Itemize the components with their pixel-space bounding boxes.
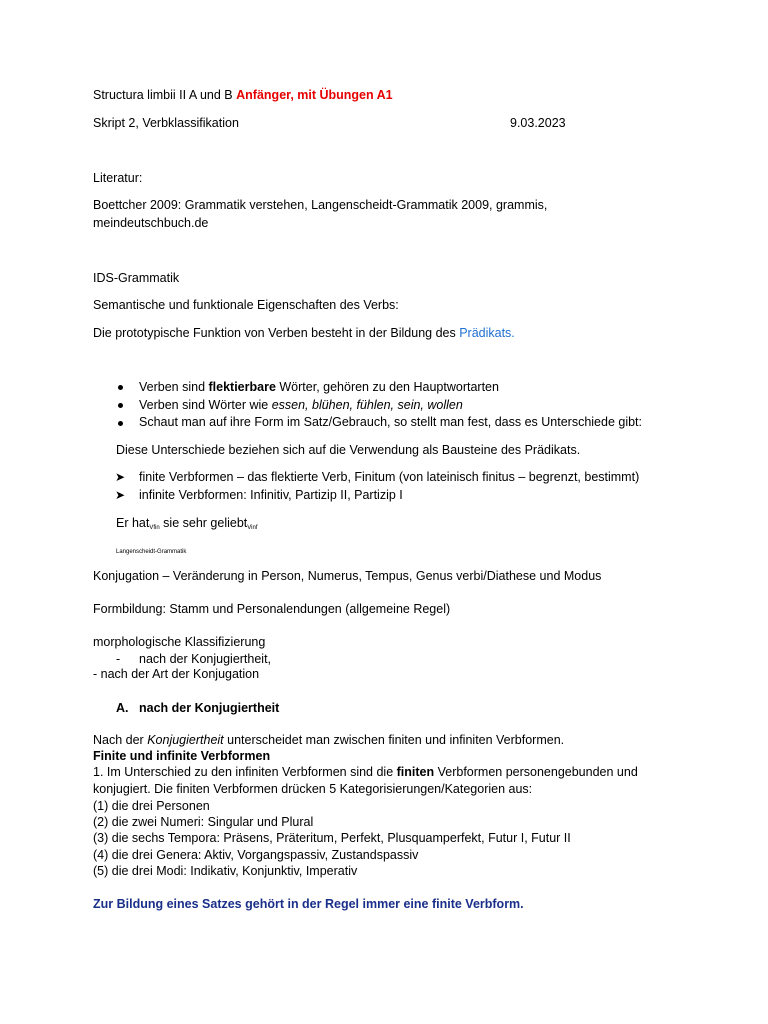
bullet-item-1 — [139, 379, 499, 396]
example-sub-vinf: Vinf — [247, 525, 258, 531]
bullet-dot-1 — [118, 385, 123, 390]
example-sentence — [116, 515, 258, 537]
prototypical-text: Die prototypische Funktion von Verben besteht in der Bildung des — [93, 326, 460, 340]
course-level: Anfänger, mit Übungen A1 — [236, 88, 393, 102]
morph-heading: morphologische Klassifizierung — [93, 635, 266, 649]
finite-intro — [93, 732, 564, 749]
finite-intro-prefix: Nach der — [93, 733, 148, 747]
praedikat-link[interactable]: Prädikats. — [459, 326, 515, 340]
category-item-2: (2) die zwei Numeri: Singular und Plural — [93, 815, 314, 829]
finite-conclusion: Zur Bildung eines Satzes gehört in der Regel immer eine finite Verbform. — [93, 897, 524, 911]
bullet-2-italic: essen, blühen, fühlen, sein, wollen — [271, 398, 463, 412]
finite-paragraph-line-1 — [93, 764, 638, 781]
literature-heading: Literatur: — [93, 171, 143, 185]
example-part-2: sie sehr geliebt — [159, 516, 248, 530]
morph-item-1: nach der Konjugiertheit, — [139, 652, 272, 666]
example-source: Langenscheidt-Grammatik — [116, 549, 187, 555]
morph-dash: - — [116, 652, 121, 666]
bullet-dot-3 — [118, 421, 123, 426]
finite-intro-suffix: unterscheidet man zwischen finiten und infiniten Verbformen. — [223, 733, 565, 747]
script-date: 9.03.2023 — [510, 116, 566, 130]
category-item-5: (5) die drei Modi: Indikativ, Konjunktiv, Imperativ — [93, 864, 358, 878]
literature-line-2: meindeutschbuch.de — [93, 216, 209, 230]
finite-paragraph-line-2: konjugiert. Die finiten Verbformen drücken 5 Kategorisierungen/Kategorien aus: — [93, 782, 533, 796]
section-a-title: nach der Konjugiertheit — [139, 701, 280, 715]
bullet-1-bold: flektierbare — [208, 380, 276, 394]
bullet-2-prefix: Verben sind Wörter wie — [139, 398, 272, 412]
bullet-1-prefix: Verben sind — [139, 380, 209, 394]
category-item-1: (1) die drei Personen — [93, 799, 210, 813]
category-item-3: (3) die sechs Tempora: Präsens, Präteritum, Perfekt, Plusquamperfekt, Futur I, Futur II — [93, 831, 571, 845]
arrow-item-1: finite Verbformen – das flektierte Verb, Finitum (von lateinisch finitus – begrenzt, bestimmt) — [139, 470, 640, 484]
example-sub-vfin: Vfin — [149, 525, 160, 531]
formation-rule: Formbildung: Stamm und Personalendungen (allgemeine Regel) — [93, 602, 451, 616]
finite-p1-prefix: 1. Im Unterschied zu den infiniten Verbformen sind die — [93, 765, 397, 779]
bullet-item-3: Schaut man auf ihre Form im Satz/Gebrauch, so stellt man fest, dass es Unterschiede gibt: — [139, 415, 643, 429]
section-a-letter: A. — [116, 701, 129, 715]
bullet-item-2 — [139, 397, 463, 414]
ids-heading: IDS-Grammatik — [93, 271, 180, 285]
finite-intro-italic: Konjugiertheit — [147, 733, 224, 747]
differences-text: Diese Unterschiede beziehen sich auf die Verwendung als Bausteine des Prädikats. — [116, 443, 581, 457]
semantic-properties: Semantische und funktionale Eigenschaften des Verbs: — [93, 298, 399, 312]
finite-heading: Finite und infinite Verbformen — [93, 749, 271, 763]
arrow-icon: ➤ — [115, 470, 126, 484]
arrow-item-2: infinite Verbformen: Infinitiv, Partizip II, Partizip I — [139, 488, 403, 502]
prototypical-function — [93, 325, 515, 342]
bullet-1-suffix: Wörter, gehören zu den Hauptwortarten — [275, 380, 499, 394]
category-item-4: (4) die drei Genera: Aktiv, Vorgangspassiv, Zustandspassiv — [93, 848, 419, 862]
conjugation-definition: Konjugation – Veränderung in Person, Numerus, Tempus, Genus verbi/Diathese und Modus — [93, 569, 602, 583]
literature-line-1: Boettcher 2009: Grammatik verstehen, Langenscheidt-Grammatik 2009, grammis, — [93, 198, 548, 212]
bullet-dot-2 — [118, 403, 123, 408]
morph-item-2: - nach der Art der Konjugation — [93, 667, 260, 681]
finite-p1-suffix: Verbformen personengebunden und — [434, 765, 638, 779]
course-title: Structura limbii II A und B — [93, 88, 233, 102]
script-title: Skript 2, Verbklassifikation — [93, 116, 239, 130]
finite-p1-bold: finiten — [396, 765, 435, 779]
arrow-icon: ➤ — [115, 488, 126, 502]
course-title-line — [93, 87, 393, 104]
example-part-1: Er hat — [116, 516, 150, 530]
